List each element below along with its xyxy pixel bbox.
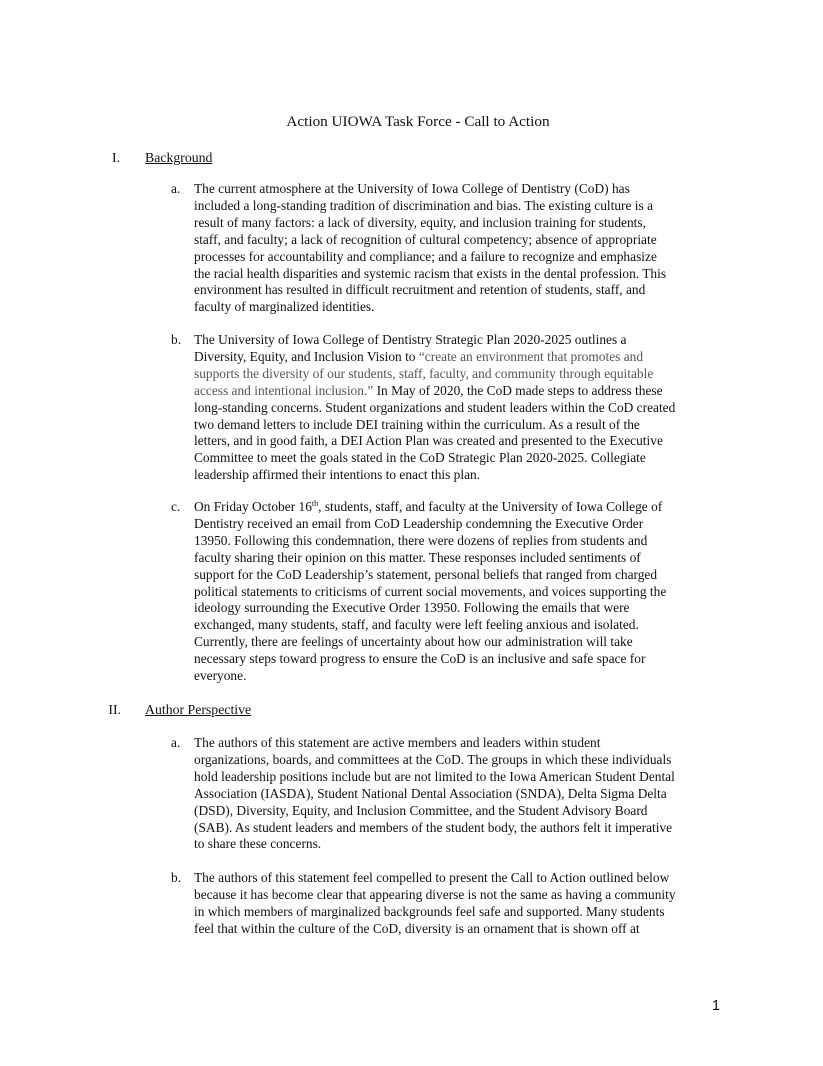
- text-line: [194, 499, 739, 516]
- vision-quote: access and intentional inclusion.”: [194, 382, 374, 398]
- text-line: leadership affirmed their intentions to enact this plan.: [194, 467, 481, 483]
- text-line: hold leadership positions include but are not limited to the Iowa American Student Dental: [194, 768, 675, 784]
- text-line: processes for accountability and compliance; and a failure to recognize and emphasize: [194, 248, 657, 264]
- text-line: letters, and in good faith, a DEI Action Plan was created and presented to the Executive: [194, 433, 663, 449]
- text-line: ideology surrounding the Executive Order 13950. Following the emails that were: [194, 600, 630, 616]
- text-line: feel that within the culture of the CoD, diversity is an ornament that is shown off at: [194, 920, 640, 936]
- paragraph-text: [194, 870, 739, 938]
- section-heading-background: [0, 148, 823, 168]
- text-line: [194, 383, 739, 400]
- text-line: necessary steps toward progress to ensure the CoD is an inclusive and safe space for: [194, 651, 646, 667]
- section-title: Author Perspective: [145, 702, 252, 717]
- section-numeral: I.: [111, 150, 120, 165]
- text-line: the racial health disparities and systemic racism that exists in the dental profession. This: [194, 265, 667, 281]
- text-line: long-standing concerns. Student organizations and student leaders within the CoD created: [194, 399, 676, 415]
- text-line: Currently, there are feelings of uncertainty about how our administration will take: [194, 634, 633, 650]
- section-heading-author-perspective: [0, 700, 823, 720]
- paragraph-letter: a.: [171, 735, 181, 750]
- ordinal-superscript: th: [311, 499, 319, 508]
- text-line: included a long-standing tradition of discrimination and bias. The existing culture is a: [194, 197, 654, 213]
- paragraph-letter: b.: [171, 870, 182, 885]
- text-line: Association (IASDA), Student National Dental Association (SNDA), Delta Sigma Delta: [194, 785, 667, 801]
- text-segment: In May of 2020, the CoD made steps to address these: [373, 382, 663, 398]
- text-segment: , students, staff, and faculty at the University of Iowa College of: [318, 499, 663, 514]
- text-line: political statements to criticisms of current social movements, and voices supporting the: [194, 583, 667, 599]
- paragraph-text: [194, 181, 739, 316]
- text-line: (DSD), Diversity, Equity, and Inclusion Committee, and the Student Advisory Board: [194, 802, 648, 818]
- text-line: faculty sharing their opinion on this matter. These responses included sentiments of: [194, 549, 641, 565]
- text-line: in which members of marginalized backgrounds feel safe and supported. Many students: [194, 903, 665, 919]
- text-line: (SAB). As student leaders and members of the student body, the authors felt it imperative: [194, 819, 673, 835]
- text-line: everyone.: [194, 668, 247, 684]
- section-title: Background: [145, 150, 213, 165]
- paragraph-text: [194, 499, 739, 685]
- text-line: faculty of marginalized identities.: [194, 299, 375, 315]
- text-line: to share these concerns.: [194, 836, 322, 852]
- paragraph-letter: a.: [171, 181, 181, 196]
- vision-quote-line: supports the diversity of our students, staff, faculty, and community through equitable: [194, 365, 654, 381]
- text-line: staff, and faculty; a lack of recognition of cultural competency; absence of appropriate: [194, 231, 657, 247]
- section-numeral: II.: [108, 702, 121, 717]
- text-line: exchanged, many students, staff, and faculty were left feeling anxious and isolated.: [194, 617, 639, 633]
- text-segment: Diversity, Equity, and Inclusion Vision to: [194, 348, 419, 364]
- text-line: The University of Iowa College of Dentistry Strategic Plan 2020-2025 outlines a: [194, 332, 627, 347]
- paragraph-text: [194, 735, 739, 853]
- text-line: organizations, boards, and committees at the CoD. The groups in which these individuals: [194, 751, 672, 767]
- text-line: Dentistry received an email from CoD Leadership condemning the Executive Order: [194, 515, 644, 531]
- text-line: support for the CoD Leadership’s statement, personal beliefs that ranged from charged: [194, 566, 658, 582]
- text-line: Committee to meet the goals stated in the CoD Strategic Plan 2020-2025. Collegiate: [194, 450, 646, 466]
- text-line: because it has become clear that appearing diverse is not the same as having a community: [194, 886, 676, 902]
- text-line: The authors of this statement are active members and leaders within student: [194, 735, 601, 750]
- paragraph-letter: c.: [171, 499, 181, 514]
- document-title: Action UIOWA Task Force - Call to Action: [286, 113, 550, 130]
- vision-quote: “create an environment that promotes and: [418, 348, 644, 364]
- text-line: The authors of this statement feel compelled to present the Call to Action outlined below: [194, 870, 670, 885]
- page-number: 1: [712, 998, 721, 1014]
- text-segment: On Friday October 16: [194, 499, 312, 514]
- text-line: 13950. Following this condemnation, there were dozens of replies from students and: [194, 532, 648, 548]
- text-line: environment has resulted in difficult recruitment and retention of students, staff, and: [194, 282, 646, 298]
- text-line: The current atmosphere at the University of Iowa College of Dentistry (CoD) has: [194, 181, 630, 196]
- text-line: result of many factors: a lack of diversity, equity, and inclusion training for students,: [194, 214, 646, 230]
- text-line: two demand letters to include DEI training within the curriculum. As a result of the: [194, 416, 640, 432]
- paragraph-letter: b.: [171, 332, 182, 347]
- paragraph-text: [194, 332, 739, 484]
- text-line: [194, 349, 739, 366]
